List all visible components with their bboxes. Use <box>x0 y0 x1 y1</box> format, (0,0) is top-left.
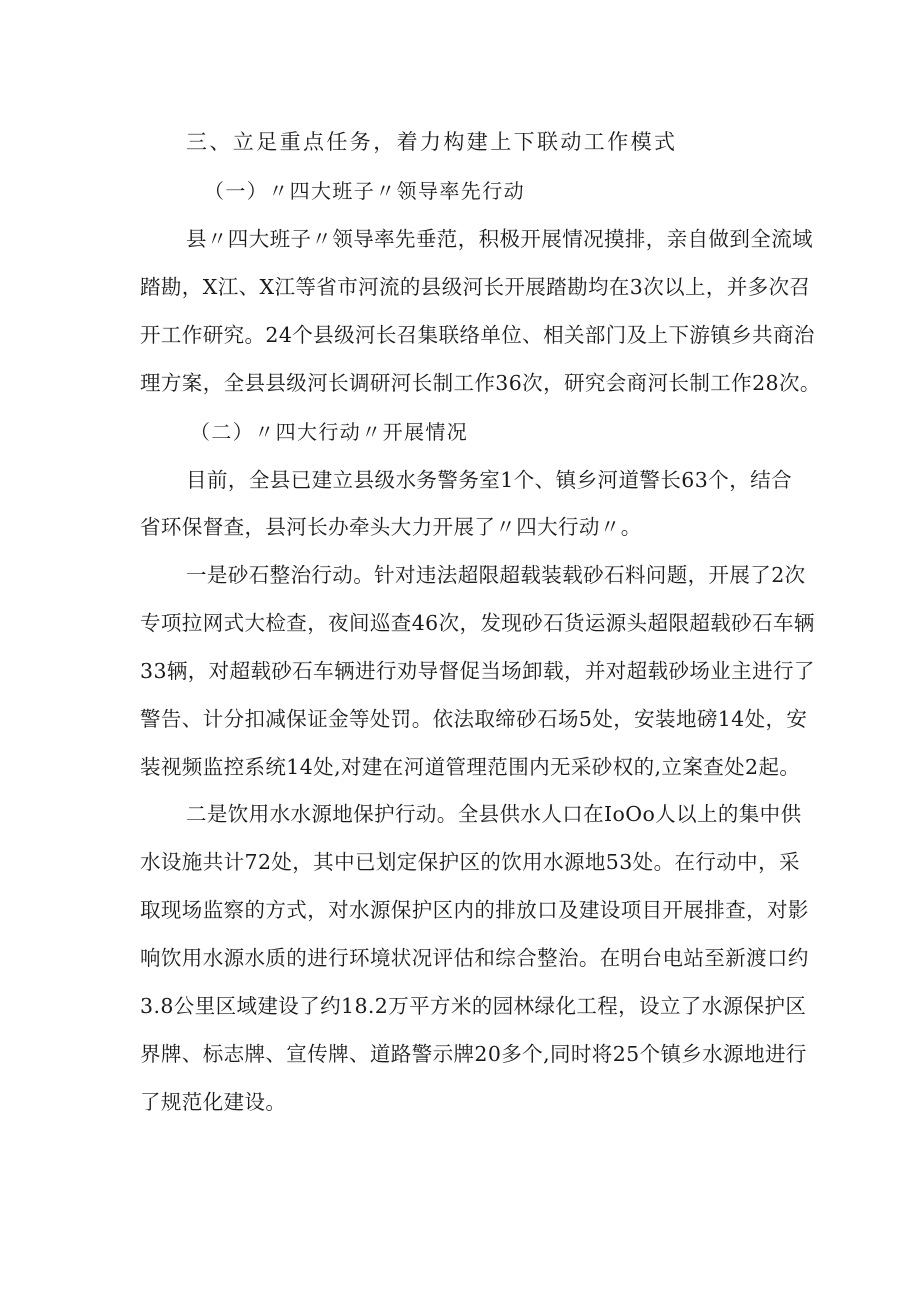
paragraph-4-line-7: 了规范化建设。 <box>140 1090 287 1114</box>
paragraph-4-line-5: 3.8公里区域建设了约18.2万平方米的园林绿化工程，设立了水源保护区 <box>140 994 807 1018</box>
paragraph-4-line-4: 响饮用水源水质的进行环境状况评估和综合整治。在明台电站至新渡口约 <box>140 946 809 970</box>
paragraph-3-line-1: 一是砂石整治行动。针对违法超限超载装载砂石料问题，开展了2次 <box>186 563 806 587</box>
paragraph-1-line-3: 开工作研究。24个县级河长召集联络单位、相关部门及上下游镇乡共商治 <box>140 323 815 347</box>
section-heading: 三、立足重点任务，着力构建上下联动工作模式 <box>186 130 678 154</box>
paragraph-4-line-1: 二是饮用水水源地保护行动。全县供水人口在IoOo人以上的集中供 <box>186 802 802 826</box>
paragraph-2-line-2: 省环保督查，县河长办牵头大力开展了〃四大行动〃。 <box>140 515 642 539</box>
paragraph-1-line-4: 理方案，全县县级河长调研河长制工作36次，研究会商河长制工作28次。 <box>140 371 821 395</box>
paragraph-2-line-1: 目前，全县已建立县级水务警务室1个、镇乡河道警长63个，结合 <box>186 468 792 492</box>
paragraph-3-line-4: 警告、计分扣减保证金等处罚。依法取缔砂石场5处，安装地磅14处，安 <box>140 707 808 731</box>
paragraph-4-line-2: 水设施共计72处，其中已划定保护区的饮用水源地53处。在行动中，采 <box>140 850 800 874</box>
subheading-1: （一）〃四大班子〃领导率先行动 <box>204 179 525 203</box>
paragraph-3-line-3: 33辆，对超载砂石车辆进行劝导督促当场卸载，并对超载砂场业主进行了 <box>140 659 815 683</box>
subheading-2: （二）〃四大行动〃开展情况 <box>190 420 469 444</box>
paragraph-4-line-3: 取现场监察的方式，对水源保护区内的排放口及建设项目开展排查，对影 <box>140 898 809 922</box>
paragraph-1-line-2: 踏勘，X江、X江等省市河流的县级河长开展踏勘均在3次以上，并多次召 <box>140 275 811 299</box>
paragraph-1-line-1: 县〃四大班子〃领导率先垂范，积极开展情况摸排，亲自做到全流域 <box>186 227 813 251</box>
paragraph-3-line-5: 装视频监控系统14处,对建在河道管理范围内无采砂权的,立案查处2起。 <box>140 755 801 779</box>
paragraph-4-line-6: 界牌、标志牌、宣传牌、道路警示牌20多个,同时将25个镇乡水源地进行 <box>140 1042 807 1066</box>
paragraph-3-line-2: 专项拉网式大检查，夜间巡查46次，发现砂石货运源头超限超载砂石车辆 <box>140 611 815 635</box>
